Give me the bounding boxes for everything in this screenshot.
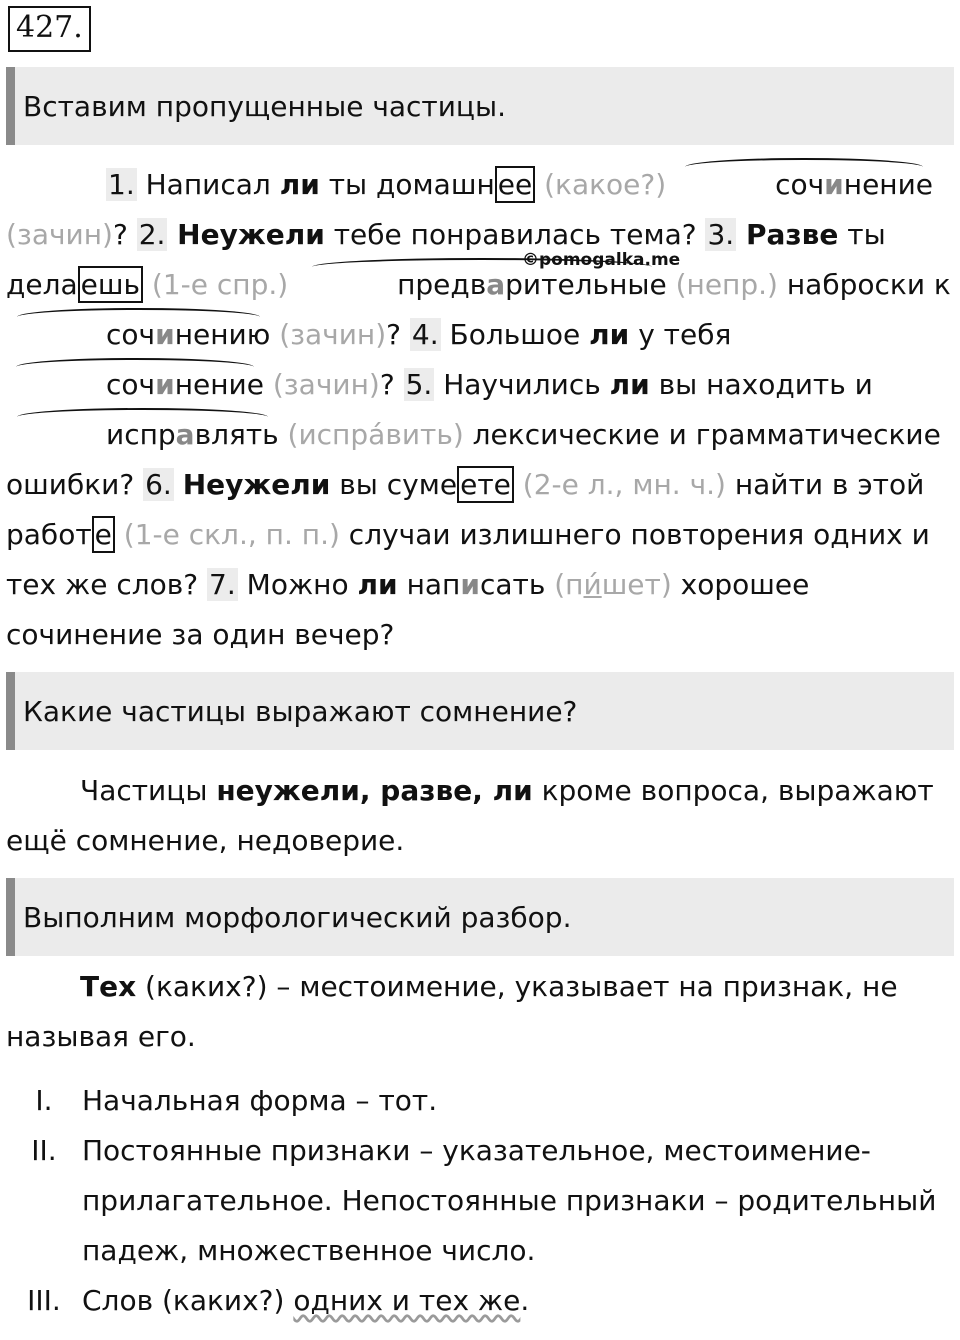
text-span: Научились	[434, 368, 610, 401]
hint: (какое?)	[535, 168, 676, 201]
stressed-vowel: а	[486, 268, 506, 301]
text-span: ?	[386, 318, 410, 351]
sentence-number: 4.	[411, 318, 439, 351]
heading-text: Вставим пропущенные частицы.	[23, 89, 506, 123]
stressed-vowel: а	[175, 418, 195, 451]
particles-list: неужели, разве, ли	[216, 774, 533, 807]
list-item	[6, 1076, 958, 1126]
morphology-intro	[6, 962, 958, 1062]
hint-stress: а́	[368, 418, 386, 451]
exercise-text	[6, 160, 958, 660]
sentence-number: 1.	[108, 168, 135, 201]
heading-text: Выполним морфологический разбор.	[23, 900, 572, 934]
section-heading-morphology	[6, 878, 954, 956]
hint: (1-е скл., п. п.)	[114, 518, 349, 551]
text-span: вы суме	[330, 468, 458, 501]
text-span: соч	[775, 168, 825, 201]
text-span: нение	[843, 168, 934, 201]
ending-box: ее	[495, 166, 535, 203]
list-text: Начальная форма – тот.	[82, 1084, 438, 1117]
text-span: Большое	[440, 318, 590, 351]
sentence-number: 5.	[405, 368, 433, 401]
text-span: влять	[194, 418, 279, 451]
sentence-number: 7.	[209, 568, 236, 601]
list-numeral: I.	[35, 1084, 53, 1117]
text-span: кроме вопроса, выражают ещё сомнение, недоверие.	[6, 774, 934, 857]
list-numeral: III.	[27, 1284, 61, 1317]
section-heading-particles	[6, 67, 954, 145]
text-span: ты домашн	[319, 168, 495, 201]
hint: (п	[545, 568, 584, 601]
stressed-vowel: и	[155, 318, 175, 351]
stressed-vowel: и	[155, 368, 175, 401]
hint: (зачин)	[263, 368, 380, 401]
underlined-phrase: одних и тех же	[293, 1284, 521, 1317]
text-span: испр	[106, 418, 176, 451]
watermark: ©pomogalka.me	[522, 250, 681, 270]
text-span: соч	[106, 318, 156, 351]
particle: Разве	[736, 218, 839, 251]
text-span: (каких?) – местоимение, указывает на признак, не называя его.	[6, 970, 898, 1053]
text-span: нение	[174, 368, 264, 401]
hint: (непр.)	[666, 268, 787, 301]
text-span: лексические и грамматические ошибки?	[6, 418, 941, 501]
text-span: Можно	[237, 568, 358, 601]
list-item	[6, 1126, 958, 1276]
particle: ли	[357, 568, 398, 601]
text-span: ?	[379, 368, 404, 401]
text-span: наброски к	[786, 268, 951, 301]
stressed-vowel: и	[460, 568, 480, 601]
particle: ли	[589, 318, 630, 351]
particle: ли	[609, 368, 650, 401]
text-span: нению	[174, 318, 271, 351]
text-span: предв	[397, 268, 487, 301]
list-text: Постоянные признаки – указательное, местоимение-прилагательное. Непостоянные признаки – родительный падеж, множественное число.	[82, 1134, 937, 1267]
text-span: .	[520, 1284, 530, 1317]
morphology-list	[6, 1076, 958, 1326]
text-span: нап	[397, 568, 461, 601]
ending-box: ешь	[78, 266, 143, 303]
text-span: сать	[479, 568, 546, 601]
heading-text: Какие частицы выражают сомнение?	[23, 694, 578, 728]
text-span: случаи излишнего повторения одних и тех же слов?	[6, 518, 930, 601]
text-span: рительные	[505, 268, 667, 301]
text-span: Написал	[136, 168, 280, 201]
hint: (2-е л., мн. ч.)	[513, 468, 735, 501]
root-arc	[6, 360, 264, 410]
hint: (зачин)	[270, 318, 387, 351]
sentence-number: 3.	[707, 218, 735, 251]
stressed-vowel: и	[824, 168, 844, 201]
particle: Неужели	[167, 218, 325, 251]
sentence-number: 2.	[138, 218, 166, 251]
hint: (испр	[278, 418, 369, 451]
text-span: Слов (каких?)	[82, 1284, 294, 1317]
text-span: тебе понравилась тема?	[324, 218, 706, 251]
root-arc	[6, 410, 279, 460]
ending-box: е	[92, 516, 115, 553]
text-span: соч	[106, 368, 156, 401]
text-span: у тебя	[629, 318, 732, 351]
text-span: найти в этой работ	[6, 468, 925, 551]
text-span: ?	[112, 218, 137, 251]
root-arc	[6, 310, 270, 360]
exercise-number: 427.	[8, 6, 91, 52]
list-numeral: II.	[31, 1134, 57, 1167]
list-text	[82, 1276, 958, 1326]
text-span: ты дела	[6, 218, 886, 301]
analyzed-word: Тех	[80, 970, 137, 1003]
ending-box: ете	[457, 466, 514, 503]
particle: Неужели	[182, 468, 331, 501]
particle: ли	[279, 168, 320, 201]
section-heading-doubt	[6, 672, 954, 750]
text-span: Частицы	[80, 774, 217, 807]
hint: (1-е спр.)	[143, 268, 298, 301]
hint: вить)	[385, 418, 473, 451]
list-item	[6, 1276, 958, 1326]
answer-paragraph	[6, 766, 958, 866]
text-span: вы находить и	[649, 368, 873, 401]
root-arc	[675, 160, 933, 210]
text-span: хорошее сочинение за один вечер?	[6, 568, 810, 651]
hint: (зачин)	[6, 218, 113, 251]
hint-stress: и́	[583, 568, 602, 601]
sentence-number: 6.	[145, 468, 172, 501]
hint: шет)	[601, 568, 681, 601]
